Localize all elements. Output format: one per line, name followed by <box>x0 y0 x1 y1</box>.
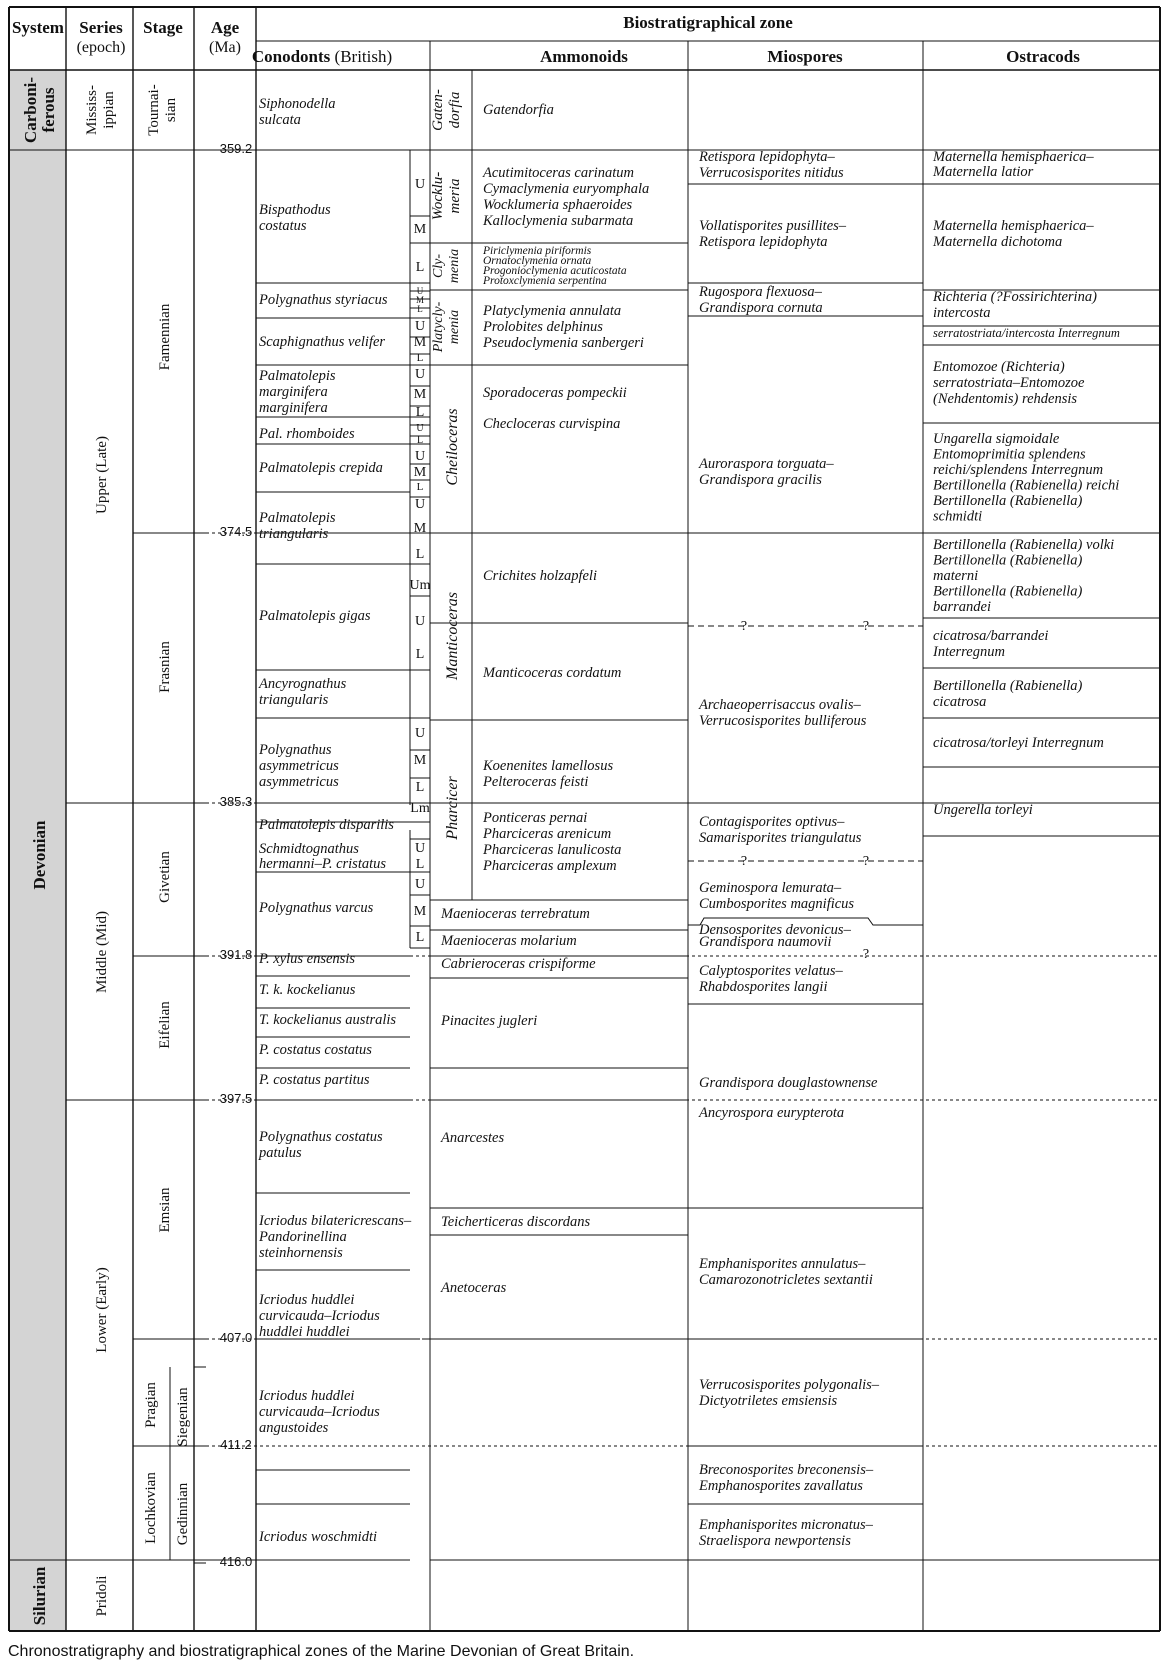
conodont-zone: Schmidtognathus hermanni–P. cristatus <box>259 841 387 872</box>
miospore-zone: Breconosporites breconensis– Emphanosporites zavallatus <box>699 1462 874 1494</box>
ammonoid-zone: Platyclymenia annulata Prolobites delphinus Pseudoclymenia sanbergeri <box>483 303 644 351</box>
stage-gedinnian: Gedinnian <box>175 1482 191 1546</box>
miospore-zone: Rugospora flexuosa– Grandispora cornuta <box>699 284 823 316</box>
age-label: 397.5 <box>219 1091 253 1106</box>
subzone-label: L <box>415 405 425 420</box>
conodont-zone: Palmatolepis marginifera marginifera <box>259 368 336 416</box>
subzone-label: L <box>416 435 424 446</box>
ammonoid-zone: Crichites holzapfeli <box>483 568 597 584</box>
ammonoid-zone: Manticoceras cordatum <box>483 665 622 681</box>
miospore-zone: Vollatisporites pusillites– Retispora lepidophyta <box>699 218 847 250</box>
ostracod-zone: Ungerella torleyi <box>933 802 1033 818</box>
subzone-label: U <box>414 877 426 892</box>
subzone-label: U <box>414 841 426 856</box>
uncertain-mark: ? <box>862 947 870 962</box>
stage-famennian: Famennian <box>157 303 173 371</box>
stage-frasnian: Frasnian <box>157 641 173 693</box>
stage-lochkovian: Lochkovian <box>143 1472 159 1544</box>
subzone-label: Um <box>409 578 431 593</box>
ostracod-zone: Bertillonella (Rabienella) volki Bertillonella (Rabienella) materni Bertillonella (Rabienella) barrandei <box>933 537 1115 615</box>
conodont-zone: Icriodus huddlei curvicauda–Icriodus huddlei huddlei <box>259 1292 380 1340</box>
subzone-label: L <box>415 647 425 662</box>
ostracod-zone: serratostriata/intercosta Interregnum <box>933 326 1120 340</box>
subzone-label: M <box>413 387 427 402</box>
conodont-zone: Icriodus huddlei curvicauda–Icriodus angustoides <box>259 1388 380 1436</box>
ammonoid-zone: Piriclymenia piriformis Ornatoclymenia ornata Progonioclymenia acuticostata Protoxclymenia serpentina <box>483 245 627 287</box>
conodont-zone: T. k. kockelianus <box>259 982 356 998</box>
header-series-sub: (epoch) <box>76 39 126 56</box>
subzone-label: U <box>414 319 426 334</box>
ammonoid-zone: Maenioceras terrebratum <box>441 906 590 922</box>
ammonoid-zone: Sporadoceras pompeckii <box>483 385 627 401</box>
ostracod-zone: Ungarella sigmoidale Entomoprimitia splendens reichi/splendens Interregnum Bertillonella (Rabienella) reichi Bertillonella (Rabienella) schmidti <box>933 431 1120 525</box>
series-mississippian: Mississ-ippian <box>84 84 117 136</box>
miospore-zone: Archaeoperrisaccus ovalis– Verrucosisporites bulliferous <box>699 697 867 729</box>
miospore-zone: Emphanisporites micronatus– Straelispora newportensis <box>699 1517 873 1549</box>
subzone-label: U <box>414 497 426 512</box>
conodont-zone: Palmatolepis triangularis <box>259 510 336 542</box>
header-age: Age <box>210 18 240 37</box>
header-age-sub: (Ma) <box>209 39 241 56</box>
conodont-zone: P. costatus partitus <box>259 1072 370 1088</box>
ammonoid-zone: Gatendorfia <box>483 102 554 118</box>
ammonoid-genus: Platycly-menia <box>431 301 462 353</box>
subzone-label: L <box>416 352 424 364</box>
conodont-zone: Bispathodus costatus <box>259 202 331 234</box>
ammonoid-genus: Wocklu-meria <box>430 171 463 221</box>
miospore-zone: Auroraspora torguata– Grandispora gracilis <box>699 456 834 488</box>
header-ammonoids: Ammonoids <box>540 47 628 66</box>
series-upper: Upper (Late) <box>94 436 110 514</box>
header-series: Series <box>79 18 123 37</box>
uncertain-mark: ? <box>862 619 870 634</box>
subzone-label: M <box>413 222 427 237</box>
ammonoid-zone: Anetoceras <box>441 1280 507 1296</box>
header-biozone: Biostratigraphical zone <box>623 13 793 32</box>
ammonoid-zone: Anarcestes <box>441 1130 505 1146</box>
subzone-label: L <box>417 304 423 314</box>
conodont-zone: T. kockelianus australis <box>259 1012 397 1028</box>
subzone-label: M <box>413 904 427 919</box>
conodont-zone: P. xylus ensensis <box>259 951 355 967</box>
stage-pragian: Pragian <box>143 1382 159 1428</box>
subzone-label: M <box>415 295 425 305</box>
subzone-label: U <box>414 614 426 629</box>
miospore-zone: Ancyrospora eurypterota <box>699 1105 845 1121</box>
ammonoid-genus: Gaten-dorfia <box>430 89 463 131</box>
subzone-label: U <box>416 286 424 296</box>
ostracod-zone: cicatrosa/torleyi Interregnum <box>933 735 1104 751</box>
subzone-label: M <box>413 753 427 768</box>
uncertain-mark: ? <box>862 854 870 869</box>
conodont-zone: Palmatolepis disparilis <box>259 817 394 833</box>
stage-siegenian: Siegenian <box>175 1387 191 1447</box>
ammonoid-genus: Pharcicer <box>444 776 461 840</box>
series-middle: Middle (Mid) <box>94 910 110 994</box>
subzone-label: U <box>414 726 426 741</box>
series-lower: Lower (Early) <box>94 1267 110 1353</box>
conodont-zone: Scaphignathus velifer <box>259 334 386 350</box>
age-label: 391.8 <box>219 947 253 962</box>
age-label: 407.0 <box>219 1330 253 1345</box>
miospore-zone: Grandispora douglastownense <box>699 1075 878 1091</box>
ostracod-zone: Richteria (?Fossirichterina) intercosta <box>933 289 1097 321</box>
stage-givetian: Givetian <box>157 851 173 903</box>
header-stage: Stage <box>143 18 183 37</box>
subzone-label: U <box>414 177 426 192</box>
subzone-label: L <box>415 780 425 795</box>
miospore-zone: Calyptosporites velatus– Rhabdosporites langii <box>699 963 843 995</box>
subzone-label: L <box>415 547 425 562</box>
miospore-zone: Geminospora lemurata– Cumbosporites magnificus <box>699 880 855 912</box>
subzone-label: M <box>413 465 427 480</box>
header-system: System <box>12 18 64 37</box>
ammonoid-genus: Manticoceras <box>444 592 461 680</box>
subzone-label: L <box>415 260 425 275</box>
miospore-zone: Emphanisporites annulatus– Camarozonotricletes sextantii <box>699 1256 873 1288</box>
figure-caption: Chronostratigraphy and biostratigraphical zones of the Marine Devonian of Great Britain. <box>8 1643 635 1660</box>
ammonoid-zone: Koenenites lamellosus Pelteroceras feisti <box>483 758 614 790</box>
subzone-label: L <box>415 930 425 945</box>
series-pridoli: Pridoli <box>94 1575 110 1617</box>
ammonoid-genus: Cheiloceras <box>444 408 461 486</box>
uncertain-mark: ? <box>740 619 748 634</box>
conodont-zone: Siphonodella sulcata <box>259 96 336 128</box>
header-miospores: Miospores <box>767 47 843 66</box>
ostracod-zone: Entomozoe (Richteria) serratostriata–Entomozoe (Nehdentomis) rehdensis <box>933 359 1085 407</box>
subzone-label: L <box>415 857 425 872</box>
subzone-label: U <box>416 423 424 434</box>
ammonoid-genus: Cly-menia <box>431 248 462 284</box>
system-silurian: Silurian <box>30 1566 49 1626</box>
miospore-zone: Contagisporites optivus– Samarisporites triangulatus <box>699 814 862 846</box>
age-label: 411.2 <box>220 1437 252 1452</box>
ammonoid-zone: Cabrieroceras crispiforme <box>441 956 596 972</box>
uncertain-mark: ? <box>740 854 748 869</box>
ostracod-zone: Maternella hemisphaerica– Maternella latior <box>933 149 1094 180</box>
miospore-zone: Densosporites devonicus– Grandispora naumovii <box>699 922 851 950</box>
ammonoid-zone: Acutimitoceras carinatum Cymaclymenia euryomphala Wocklumeria sphaeroides Kalloclymenia subarmata <box>483 165 650 229</box>
header-conodonts: Conodonts (British) <box>251 47 393 66</box>
ammonoid-zone: Maenioceras molarium <box>441 933 577 949</box>
subzone-label: U <box>414 449 426 464</box>
age-label: 416.0 <box>219 1554 253 1569</box>
subzone-label: M <box>413 521 427 536</box>
conodont-zone: Palmatolepis gigas <box>259 608 371 624</box>
subzone-label: M <box>413 335 427 350</box>
age-label: 374.5 <box>219 524 253 539</box>
system-carboniferous: Carboni-ferous <box>21 76 58 144</box>
conodont-zone: Icriodus bilatericrescans– Pandorinellina steinhornensis <box>259 1213 412 1261</box>
ammonoid-zone: Ponticeras pernai Pharciceras arenicum Pharciceras lanulicosta Pharciceras amplexum <box>483 810 622 874</box>
stage-tournaisian: Tournai-sian <box>146 84 179 136</box>
conodont-zone: Polygnathus varcus <box>259 900 374 916</box>
stage-emsian: Emsian <box>157 1187 173 1233</box>
system-devonian: Devonian <box>30 820 49 890</box>
miospore-zone: Retispora lepidophyta– Verrucosisporites nitidus <box>699 149 844 181</box>
ammonoid-zone: Checloceras curvispina <box>483 416 621 432</box>
ammonoid-zone: Pinacites jugleri <box>441 1013 538 1029</box>
conodont-zone: Polygnathus styriacus <box>259 292 388 308</box>
header-ostracods: Ostracods <box>1006 47 1080 66</box>
ostracod-zone: cicatrosa/barrandei Interregnum <box>933 628 1049 660</box>
conodont-zone: Palmatolepis crepida <box>259 460 383 476</box>
age-label: 359.2 <box>219 141 253 156</box>
conodont-zone: Pal. rhomboides <box>259 426 355 442</box>
ammonoid-zone: Teicherticeras discordans <box>441 1214 591 1230</box>
conodont-zone: P. costatus costatus <box>259 1042 372 1058</box>
miospore-zone: Verrucosisporites polygonalis– Dictyotriletes emsiensis <box>699 1377 880 1409</box>
ostracod-zone: Maternella hemisphaerica– Maternella dichotoma <box>933 218 1094 250</box>
ostracod-zone: Bertillonella (Rabienella) cicatrosa <box>933 678 1083 710</box>
subzone-label: Lm <box>410 801 430 816</box>
conodont-zone: Ancyrognathus triangularis <box>259 676 347 708</box>
conodont-zone: Icriodus woschmidti <box>259 1529 378 1545</box>
conodont-zone: Polygnathus costatus patulus <box>259 1129 383 1161</box>
subzone-label: L <box>416 481 424 493</box>
age-label: 385.3 <box>219 794 253 809</box>
subzone-label: U <box>414 367 426 382</box>
conodont-zone: Polygnathus asymmetricus asymmetricus <box>259 742 339 790</box>
stage-eifelian: Eifelian <box>157 1001 173 1049</box>
